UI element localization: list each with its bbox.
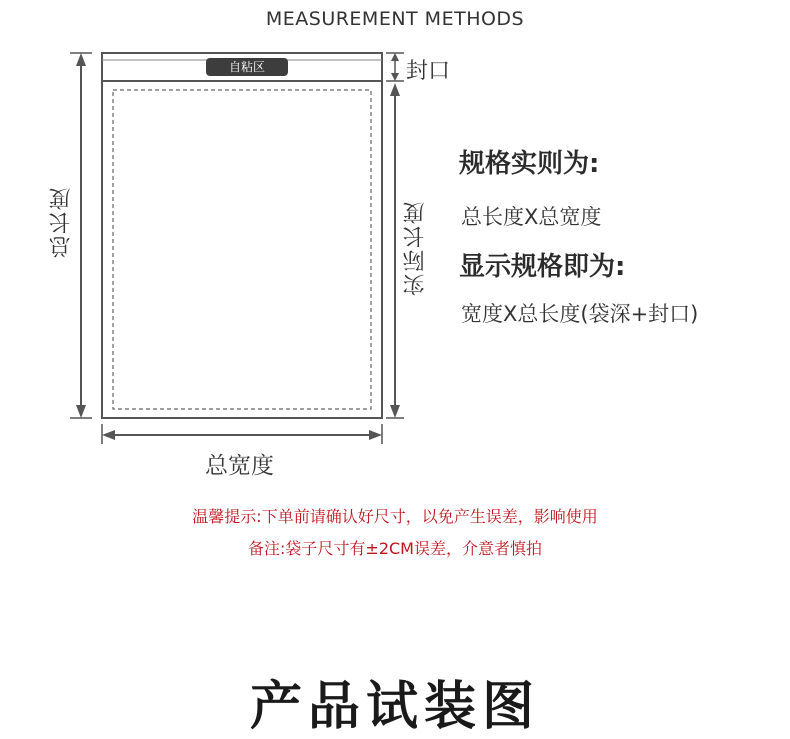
product-trial-title: 产品试装图 [249, 677, 540, 737]
seal-arrow [386, 53, 404, 81]
tolerance-note: 备注:袋子尺寸有±2CM误差，介意者慎拍 [248, 539, 542, 558]
spec-title-actual: 规格实则为: [459, 149, 600, 179]
spec-title-display: 显示规格即为: [459, 252, 626, 282]
actual-length-label: 实际长度 [403, 200, 428, 296]
total-width-label: 总宽度 [205, 453, 274, 479]
total-length-label: 总长度 [49, 186, 74, 258]
seal-label: 封口 [406, 59, 451, 84]
zip-area-label: 自粘区 [206, 58, 288, 76]
bag-outline [102, 53, 382, 418]
total-width-arrow [102, 424, 382, 444]
spec-line-display: 宽度X总长度(袋深+封口) [461, 302, 699, 326]
warm-tip-note: 温馨提示:下单前请确认好尺寸，以免产生误差，影响使用 [192, 507, 598, 526]
spec-line-actual: 总长度X总宽度 [461, 205, 602, 229]
page-heading: MEASUREMENT METHODS [265, 8, 525, 30]
